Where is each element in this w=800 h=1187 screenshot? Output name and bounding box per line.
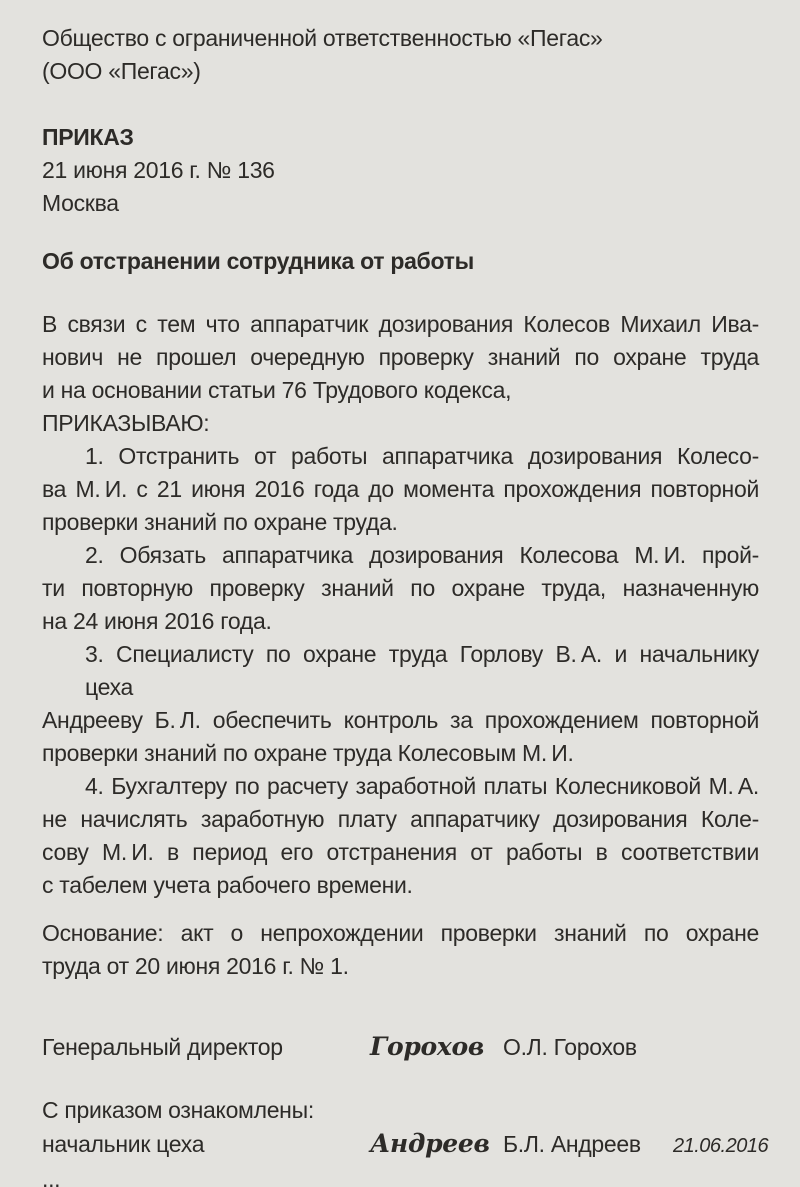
director-position: Генеральный директор bbox=[42, 1034, 283, 1060]
order-body bbox=[42, 308, 759, 902]
paragraph bbox=[42, 770, 759, 902]
doc-date-number: 21 июня 2016 г. № 136 bbox=[42, 157, 275, 183]
doc-city: Москва bbox=[42, 190, 119, 216]
org-name-short: (ООО «Пегас») bbox=[42, 58, 201, 84]
text-line: не начислять заработную плату аппаратчику дозирования Коле- bbox=[42, 806, 759, 832]
text-line: нович не прошел очередную проверку знаний по охране труда bbox=[42, 344, 759, 370]
acknowledged-label: С приказом ознакомлены: bbox=[42, 1097, 314, 1123]
document-header bbox=[42, 22, 759, 88]
director-name: О.Л. Горохов bbox=[503, 1034, 637, 1060]
text-line: ПРИКАЗЫВАЮ: bbox=[42, 410, 210, 436]
text-line: на 24 июня 2016 года. bbox=[42, 608, 272, 634]
doc-head bbox=[42, 121, 759, 220]
acknowledged-signature: Андреев bbox=[370, 1129, 490, 1158]
text-line: ва М. И. с 21 июня 2016 года до момента прохождения повторной bbox=[42, 476, 759, 502]
director-signature: Горохов bbox=[370, 1032, 484, 1061]
text-line: 2. Обязать аппаратчика дозирования Колесова М. И. прой- bbox=[85, 542, 759, 568]
text-line: сову М. И. в период его отстранения от работы в соответствии bbox=[42, 839, 759, 865]
org-name-full: Общество с ограниченной ответственностью «Пегас» bbox=[42, 25, 603, 51]
paragraph bbox=[42, 407, 759, 440]
text-line: труда от 20 июня 2016 г. № 1. bbox=[42, 953, 349, 979]
text-line: 3. Специалисту по охране труда Горлову В. А. и начальнику цеха bbox=[85, 641, 759, 700]
paragraph bbox=[42, 308, 759, 407]
acknowledged-date: 21.06.2016 bbox=[673, 1135, 769, 1157]
text-line: ти повторную проверку знаний по охране труда, назначенную bbox=[42, 575, 759, 601]
acknowledged-name: Б.Л. Андреев bbox=[503, 1131, 641, 1157]
acknowledged-position: начальник цеха bbox=[42, 1131, 205, 1157]
basis-paragraph bbox=[42, 917, 759, 983]
doc-type-title: ПРИКАЗ bbox=[42, 124, 134, 150]
text-line: и на основании статьи 76 Трудового кодекса, bbox=[42, 377, 512, 403]
paragraph bbox=[42, 440, 759, 539]
text-line: Основание: акт о непрохождении проверки знаний по охране bbox=[42, 920, 759, 946]
text-line: 4. Бухгалтеру по расчету заработной платы Колесниковой М. А. bbox=[85, 773, 759, 799]
director-signature-row bbox=[42, 1030, 759, 1064]
text-line: проверки знаний по охране труда. bbox=[42, 509, 398, 535]
paragraph bbox=[42, 917, 759, 983]
paragraph bbox=[42, 638, 759, 770]
doc-subject: Об отстранении сотрудника от работы bbox=[42, 248, 474, 274]
paragraph bbox=[42, 539, 759, 638]
text-line: В связи с тем что аппаратчик дозирования Колесов Михаил Ива- bbox=[42, 311, 759, 337]
more-rows-indicator: ... bbox=[42, 1166, 61, 1187]
acknowledged-signature-row bbox=[42, 1127, 769, 1163]
text-line: с табелем учета рабочего времени. bbox=[42, 872, 413, 898]
text-line: Андрееву Б. Л. обеспечить контроль за прохождением повторной bbox=[42, 707, 759, 733]
text-line: 1. Отстранить от работы аппаратчика дозирования Колесо- bbox=[85, 443, 759, 469]
text-line: проверки знаний по охране труда Колесовым М. И. bbox=[42, 740, 574, 766]
